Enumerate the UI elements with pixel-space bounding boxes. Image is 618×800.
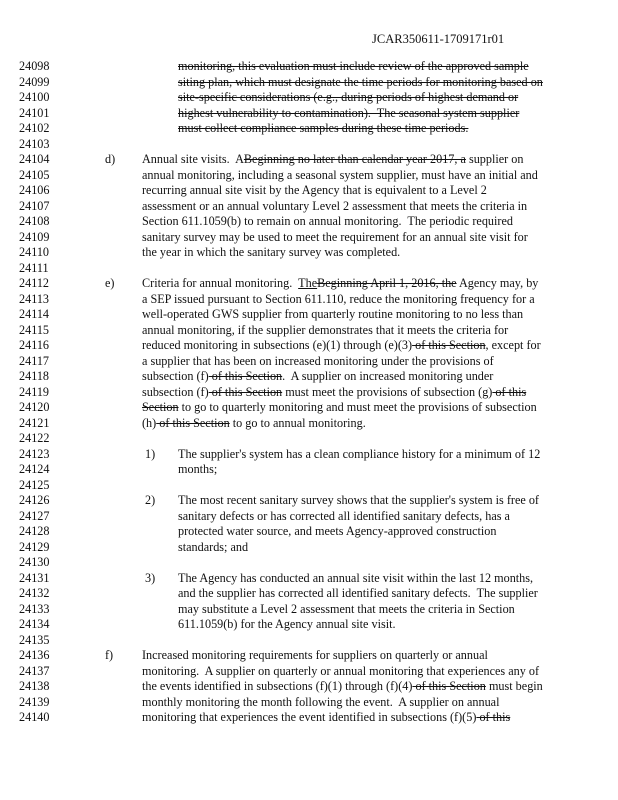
text-segment: monitoring. A supplier on quarterly or annual monitoring that experiences any of (142, 663, 540, 678)
line-text (142, 416, 366, 432)
document-line (0, 493, 618, 509)
text-segment: Annual site visits. A (142, 152, 244, 166)
line-text (178, 571, 533, 587)
document-line (0, 431, 618, 447)
document-line (0, 679, 618, 695)
line-text (142, 183, 487, 199)
document-line (0, 75, 618, 91)
subsection-label: d) (105, 152, 116, 166)
line-text (178, 447, 540, 463)
document-line (0, 106, 618, 122)
deleted-text: of this Section (208, 384, 283, 399)
deleted-text: Section (142, 400, 179, 414)
line-number: 24125 (19, 477, 50, 492)
document-body (0, 59, 618, 726)
line-text (142, 354, 494, 370)
line-number: 24115 (19, 322, 50, 337)
document-line (0, 478, 618, 494)
text-segment: subsection (f) (142, 384, 209, 399)
document-line (0, 602, 618, 618)
subsection-label: 3) (145, 570, 156, 585)
text-segment: subsection (f) (142, 369, 209, 383)
document-id-header: JCAR350611-1709171r01 (372, 32, 505, 46)
line-number: 24113 (19, 291, 50, 306)
line-text (178, 540, 248, 556)
subsection-label: f) (105, 648, 114, 662)
line-number: 24140 (19, 710, 50, 724)
deleted-text: monitoring, this evaluation must include review of the approved sample (178, 59, 529, 73)
document-line (0, 276, 618, 292)
line-number: 24133 (19, 601, 50, 616)
line-text (142, 648, 488, 664)
text-segment: The supplier's system has a clean compliance history for a minimum of 12 (178, 446, 541, 461)
document-line (0, 230, 618, 246)
text-segment: sanitary defects or has corrected all identified sanitary defects, has a (178, 508, 510, 523)
line-number: 24138 (19, 679, 50, 693)
document-line (0, 509, 618, 525)
line-text (142, 695, 499, 711)
line-number: 24109 (19, 229, 50, 244)
line-number: 24102 (19, 121, 50, 135)
text-segment: to go to quarterly monitoring and must meet the provisions of subsection (178, 400, 537, 414)
document-line (0, 199, 618, 215)
line-text (178, 493, 539, 509)
text-segment: The Agency has conducted an annual site visit within the last 12 months, (178, 570, 534, 585)
line-text (142, 230, 528, 246)
text-segment: well-operated GWS supplier from quarterly routine monitoring to no less than (142, 307, 524, 321)
text-segment: (h) (142, 415, 157, 430)
document-line (0, 369, 618, 385)
line-number: 24127 (19, 508, 50, 523)
document-line (0, 462, 618, 478)
text-segment: Increased monitoring requirements for suppliers on quarterly or annual (142, 648, 488, 662)
line-text (142, 245, 400, 261)
line-number: 24132 (19, 586, 50, 600)
document-line (0, 354, 618, 370)
deleted-text: of this Section (412, 679, 486, 693)
line-number: 24134 (19, 617, 50, 631)
text-segment: Agency may, by (456, 276, 539, 290)
text-segment: and the supplier has corrected all identified sanitary defects. The supplier (178, 586, 538, 600)
line-text (142, 323, 508, 339)
subsection-label: e) (105, 276, 115, 290)
line-number: 24100 (19, 90, 50, 104)
document-line (0, 571, 618, 587)
document-line (0, 323, 618, 339)
deleted-text: of this (492, 384, 527, 399)
line-text (178, 121, 468, 137)
text-segment: may substitute a Level 2 assessment that meets the criteria in Section (178, 601, 515, 616)
document-line (0, 400, 618, 416)
text-segment: protected water source, and meets Agency-approved construction (178, 524, 497, 538)
document-line (0, 524, 618, 540)
text-segment: Section 611.1059(b) to remain on annual monitoring. The periodic required (142, 214, 513, 228)
line-text (178, 106, 519, 122)
deleted-text: Beginning April 1, 2016, the (317, 276, 457, 290)
document-line (0, 245, 618, 261)
line-number: 24112 (19, 276, 50, 290)
line-text (178, 602, 515, 618)
deleted-text: highest vulnerability to contamination). The seasonal system supplier (178, 105, 520, 120)
document-line (0, 90, 618, 106)
line-text (178, 586, 538, 602)
line-number: 24131 (19, 570, 50, 585)
line-text (178, 524, 496, 540)
document-line (0, 338, 618, 354)
text-segment: the events identified in subsections (f)(1) through (f)(4) (142, 679, 413, 693)
inserted-text: The (298, 276, 318, 290)
line-number: 24105 (19, 167, 50, 182)
document-line (0, 214, 618, 230)
document-line (0, 152, 618, 168)
document-line (0, 555, 618, 571)
text-segment: 611.1059(b) for the Agency annual site visit. (178, 617, 396, 631)
line-number: 24135 (19, 632, 50, 647)
line-text (142, 369, 493, 385)
text-segment: . A supplier on increased monitoring under (282, 369, 494, 383)
line-text (142, 710, 510, 726)
document-line (0, 695, 618, 711)
deleted-text: of this Section (412, 338, 486, 352)
line-number: 24129 (19, 539, 50, 554)
line-text (178, 617, 396, 633)
deleted-text: of this Section (156, 415, 230, 430)
text-segment: Criteria for annual monitoring. (142, 276, 299, 290)
document-line (0, 168, 618, 184)
text-segment: , except for (485, 338, 541, 352)
text-segment: standards; and (178, 539, 249, 554)
line-text (142, 214, 513, 230)
document-line (0, 261, 618, 277)
line-number: 24120 (19, 400, 50, 414)
line-number: 24111 (19, 260, 49, 275)
document-line (0, 59, 618, 75)
line-number: 24122 (19, 431, 50, 445)
line-number: 24106 (19, 183, 50, 197)
text-segment: reduced monitoring in subsections (e)(1) through (e)(3) (142, 338, 413, 352)
document-line (0, 664, 618, 680)
document-line (0, 648, 618, 664)
line-text (142, 385, 526, 401)
text-segment: The most recent sanitary survey shows that the supplier's system is free of (178, 493, 539, 507)
deleted-text: Beginning no later than calendar year 2017, a (243, 152, 466, 166)
line-number: 24116 (19, 338, 50, 352)
text-segment: must meet the provisions of subsection (g) (282, 384, 493, 399)
line-number: 24136 (19, 648, 50, 662)
line-number: 24099 (19, 74, 50, 89)
line-number: 24108 (19, 214, 50, 228)
line-number: 24123 (19, 446, 50, 461)
line-number: 24119 (19, 384, 50, 399)
line-text (142, 292, 535, 308)
text-segment: recurring annual site visit by the Agency that is equivalent to a Level 2 (142, 183, 487, 197)
line-text (142, 679, 543, 695)
document-line (0, 586, 618, 602)
line-number: 24110 (19, 245, 50, 259)
deleted-text: site-specific considerations (e.g., during periods of highest demand or (178, 90, 519, 104)
text-segment: months; (178, 462, 218, 476)
text-segment: must begin (485, 679, 543, 693)
line-number: 24114 (19, 307, 50, 321)
deleted-text: of this (476, 710, 511, 724)
subsection-label: 2) (145, 493, 156, 507)
line-number: 24104 (19, 152, 50, 166)
line-text (142, 168, 538, 184)
line-number: 24124 (19, 462, 50, 476)
text-segment: sanitary survey may be used to meet the requirement for an annual site visit for (142, 229, 528, 244)
document-line (0, 385, 618, 401)
line-text (178, 90, 518, 106)
line-number: 24103 (19, 136, 50, 151)
text-segment: monitoring that experiences the event identified in subsections (f)(5) (142, 710, 477, 724)
line-text (142, 199, 527, 215)
line-text (142, 664, 539, 680)
line-number: 24118 (19, 369, 50, 383)
text-segment: supplier on (465, 152, 524, 166)
line-number: 24098 (19, 59, 50, 73)
line-text (142, 400, 537, 416)
text-segment: a SEP issued pursuant to Section 611.110, reduce the monitoring frequency for a (142, 291, 535, 306)
line-text (178, 509, 510, 525)
deleted-text: must collect compliance samples during these time periods. (178, 121, 469, 135)
document-line (0, 307, 618, 323)
line-text (142, 152, 523, 168)
line-text (142, 276, 538, 292)
line-text (178, 462, 217, 478)
line-number: 24126 (19, 493, 50, 507)
line-number: 24128 (19, 524, 50, 538)
document-line (0, 183, 618, 199)
line-number: 24101 (19, 105, 50, 120)
line-number: 24121 (19, 415, 50, 430)
text-segment: annual monitoring, including a seasonal system supplier, must have an initial and (142, 167, 538, 182)
document-line (0, 416, 618, 432)
document-line (0, 710, 618, 726)
text-segment: assessment or an annual voluntary Level 2 assessment that meets the criteria in (142, 198, 528, 213)
document-line (0, 292, 618, 308)
deleted-text: of this Section (208, 369, 283, 383)
document-line (0, 617, 618, 633)
line-number: 24107 (19, 198, 50, 213)
text-segment: the year in which the sanitary survey was completed. (142, 245, 401, 259)
line-number: 24130 (19, 555, 50, 569)
subsection-label: 1) (145, 446, 156, 461)
line-text (142, 307, 523, 323)
line-text (142, 338, 541, 354)
document-line (0, 137, 618, 153)
document-line (0, 540, 618, 556)
text-segment: a supplier that has been on increased monitoring under the provisions of (142, 353, 494, 368)
line-text (178, 75, 543, 91)
line-number: 24117 (19, 353, 50, 368)
deleted-text: siting plan, which must designate the time periods for monitoring based on (178, 74, 543, 89)
text-segment: annual monitoring, if the supplier demonstrates that it meets the criteria for (142, 322, 509, 337)
text-segment: to go to annual monitoring. (229, 415, 366, 430)
line-number: 24137 (19, 663, 50, 678)
text-segment: monthly monitoring the month following the event. A supplier on annual (142, 694, 500, 709)
line-text (178, 59, 529, 75)
line-number: 24139 (19, 694, 50, 709)
document-line (0, 633, 618, 649)
document-line (0, 447, 618, 463)
document-line (0, 121, 618, 137)
